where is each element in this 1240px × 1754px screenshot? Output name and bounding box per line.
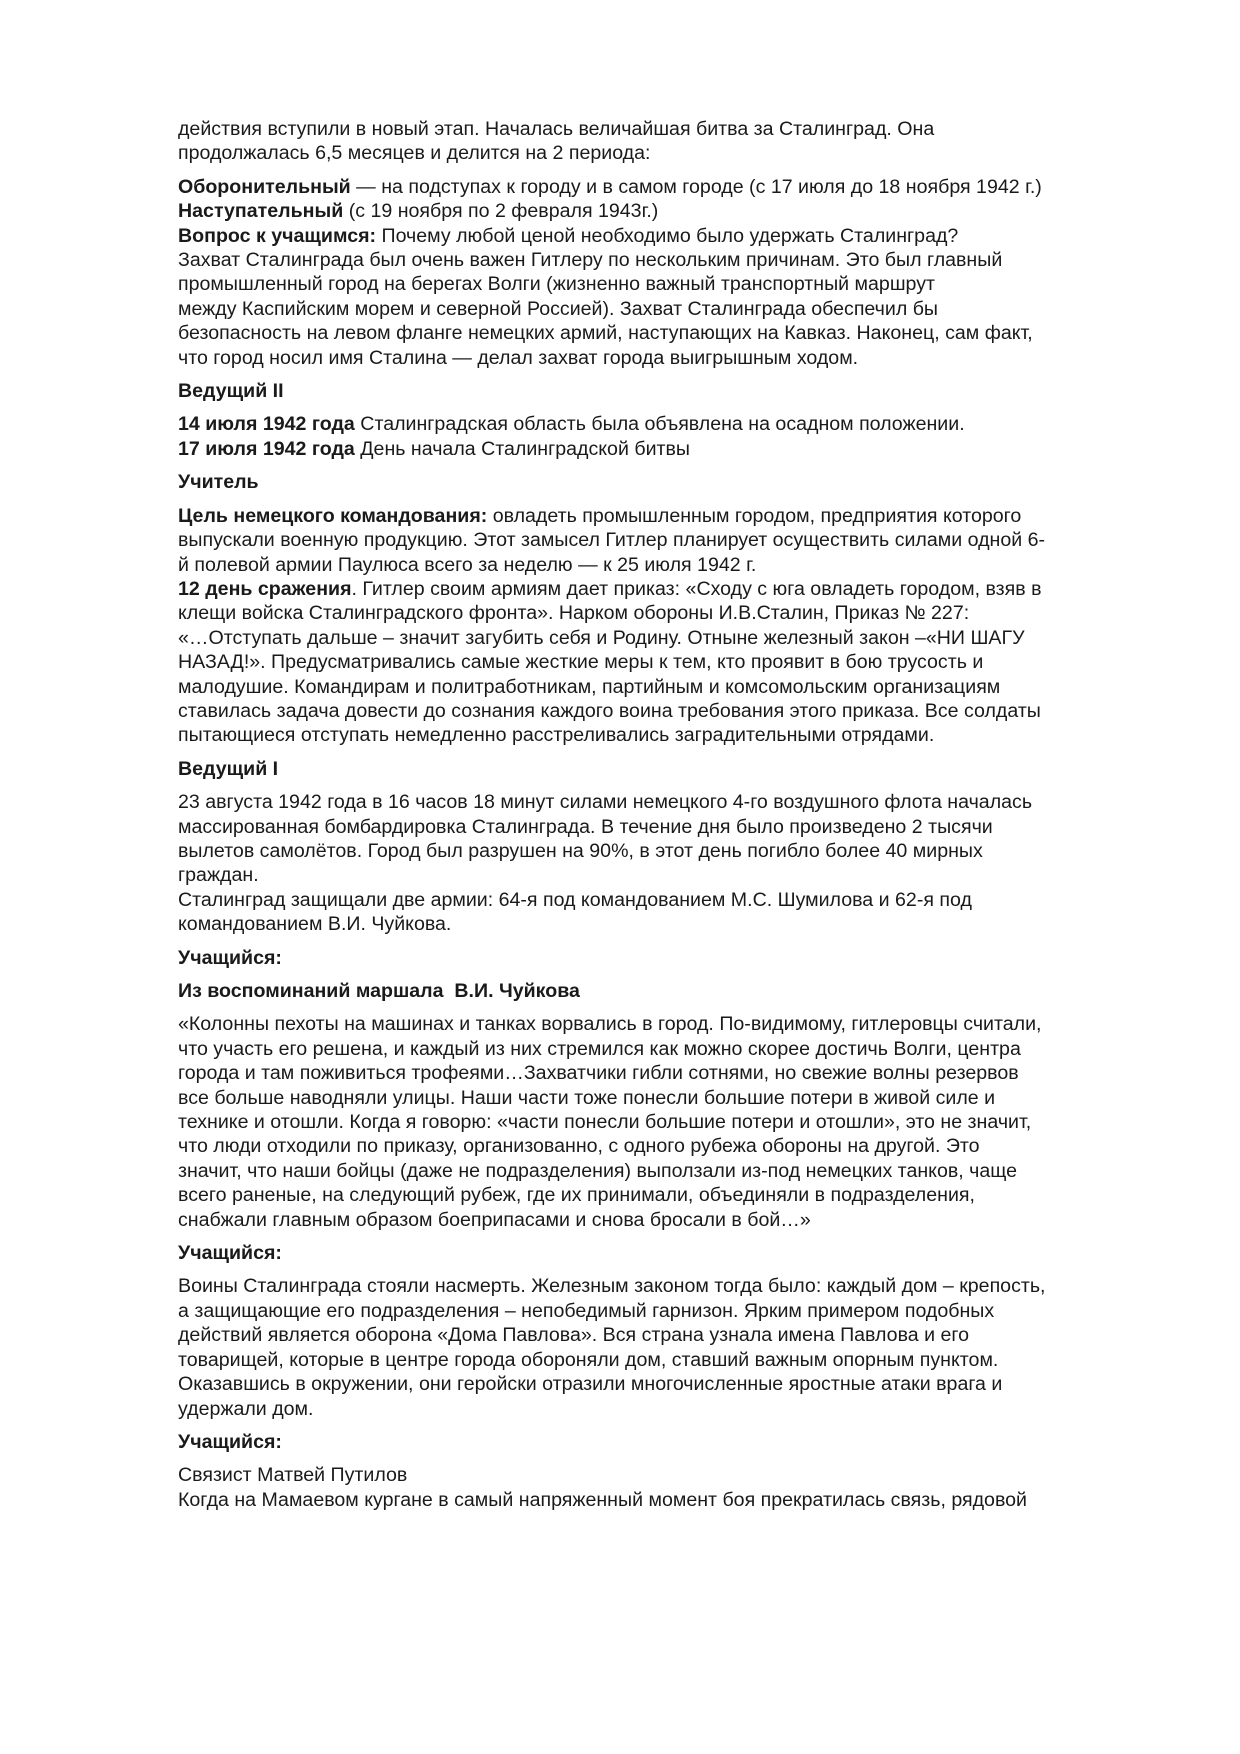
text-line: города и там поживиться трофеями…Захватчики гибли сотнями, но свежие волны резервов	[178, 1062, 1019, 1085]
text-line: товарищей, которые в центре города обороняли дом, ставший важным опорным пунктом.	[178, 1348, 999, 1371]
text-line	[178, 504, 1156, 528]
text-line	[178, 199, 1156, 223]
term-text: День начала Сталинградской битвы	[354, 437, 690, 460]
text-line: промышленный город на берегах Волги (жизненно важный транспортный маршрут	[178, 273, 935, 296]
intro-paragraph	[178, 117, 1156, 166]
text-line: безопасность на левом фланге немецких армий, наступающих на Кавказ. Наконец, сам факт,	[178, 322, 1033, 345]
bold-term: 12 день сражения	[178, 577, 352, 600]
document-page	[178, 117, 1156, 1512]
text-line: граждан.	[178, 864, 259, 887]
text-line: 23 августа 1942 года в 16 часов 18 минут силами немецкого 4-го воздушного флота началась	[178, 791, 1033, 814]
text-line: всего раненые, на следующий рубеж, где их принимали, объединяли в подразделения,	[178, 1184, 975, 1207]
text-line: «…Отступать дальше – значит загубить себя и Родину. Отныне железный закон –«НИ ШАГУ	[178, 626, 1025, 649]
quote-paragraph	[178, 1012, 1156, 1232]
bold-term: Цель немецкого командования:	[178, 504, 488, 527]
text-line: малодушие. Командирам и политработникам, партийным и комсомольским организациям	[178, 675, 1001, 698]
text-line: между Каспийским морем и северной Россией). Захват Сталинграда обеспечил бы	[178, 297, 939, 320]
text-line: «Колонны пехоты на машинах и танках ворвались в город. По-видимому, гитлеровцы считали,	[178, 1013, 1042, 1036]
bold-term: Вопрос к учащимся:	[178, 224, 377, 247]
speaker-heading: Учащийся:	[178, 1430, 282, 1453]
putilov-paragraph	[178, 1463, 1156, 1512]
text-line: й полевой армии Паулюса всего за неделю — к 25 июля 1942 г.	[178, 553, 757, 576]
section-heading: Из воспоминаний маршала В.И. Чуйкова	[178, 980, 580, 1002]
text-line: а защищающие его подразделения – непобедимый гарнизон. Ярким примером подобных	[178, 1299, 995, 1322]
speaker-heading: Ведущий II	[178, 380, 284, 403]
text-line: массированная бомбардировка Сталинграда. В течение дня было произведено 2 тысячи	[178, 815, 993, 838]
speaker-heading: Учащийся:	[178, 946, 282, 969]
periods-paragraph	[178, 175, 1156, 370]
text-line	[178, 577, 1156, 601]
term-text: (с 19 ноября по 2 февраля 1943г.)	[343, 200, 659, 223]
text-line: выпускали военную продукцию. Этот замысел Гитлер планирует осуществить силами одной 6-	[178, 529, 1046, 552]
text-line: пытающиеся отступать немедленно расстреливались заградительными отрядами.	[178, 724, 935, 747]
bold-term: 17 июля 1942 года	[178, 437, 355, 460]
text-line: удержали дом.	[178, 1397, 314, 1420]
text-line: что люди отходили по приказу, организованно, с одного рубежа обороны на другой. Это	[178, 1135, 980, 1158]
term-text: . Гитлер своим армиям дает приказ: «Сходу с юга овладеть городом, взяв в	[351, 577, 1042, 600]
text-line	[178, 224, 1156, 248]
term-text: Сталинградская область была объявлена на осадном положении.	[354, 413, 965, 436]
text-line: действия вступили в новый этап. Началась величайшая битва за Сталинград. Она	[178, 118, 935, 140]
text-line: Захват Сталинграда был очень важен Гитлеру по нескольким причинам. Это был главный	[178, 249, 1003, 272]
text-line: значит, что наши бойцы (даже не подразделения) выползали из-под немецких танков, чаще	[178, 1159, 1018, 1182]
text-line: снабжали главным образом боеприпасами и снова бросали в бой…»	[178, 1208, 811, 1231]
text-line	[178, 412, 1156, 436]
text-line: ставилась задача довести до сознания каждого воина требования этого приказа. Все солдаты	[178, 699, 1041, 722]
text-line: что участь его решена, и каждый из них стремился как можно скорее достичь Волги, центра	[178, 1037, 1021, 1060]
term-text: — на подступах к городу и в самом городе (с 17 июля до 18 ноября 1942 г.)	[350, 175, 1042, 198]
text-line: Когда на Мамаевом кургане в самый напряженный момент боя прекратилась связь, рядовой	[178, 1488, 1027, 1511]
text-line: действий является оборона «Дома Павлова». Вся страна узнала имена Павлова и его	[178, 1324, 969, 1347]
text-line: Связист Матвей Путилов	[178, 1464, 408, 1487]
text-line: Сталинград защищали две армии: 64-я под командованием М.С. Шумилова и 62-я под	[178, 888, 972, 911]
bold-term: 14 июля 1942 года	[178, 413, 355, 436]
text-line: продолжалась 6,5 месяцев и делится на 2 периода:	[178, 142, 651, 165]
text-line: технике и отошли. Когда я говорю: «части понесли большие потери и отошли», это не значит,	[178, 1111, 1032, 1134]
speaker-heading: Ведущий I	[178, 757, 279, 780]
term-text: Почему любой ценой необходимо было удержать Сталинград?	[376, 224, 959, 247]
text-line: Воины Сталинграда стояли насмерть. Железным законом тогда было: каждый дом – крепость,	[178, 1275, 1046, 1298]
text-line: все больше наводняли улицы. Наши части тоже понесли большие потери в живой силе и	[178, 1086, 996, 1109]
text-line	[178, 175, 1156, 199]
text-line: Оказавшись в окружении, они геройски отразили многочисленные яростные атаки врага и	[178, 1373, 1003, 1396]
pavlov-paragraph	[178, 1274, 1156, 1420]
dates-paragraph	[178, 412, 1156, 461]
bombing-paragraph	[178, 790, 1156, 936]
text-line	[178, 437, 1156, 461]
term-text: овладеть промышленным городом, предприятия которого	[487, 504, 1022, 527]
speaker-heading: Учащийся:	[178, 1242, 282, 1265]
bold-term: Оборонительный	[178, 175, 351, 198]
bold-term: Наступательный	[178, 200, 344, 223]
text-line: клещи войска Сталинградского фронта». Нарком обороны И.В.Сталин, Приказ № 227:	[178, 602, 970, 625]
speaker-heading: Учитель	[178, 471, 259, 494]
text-line: что город носил имя Сталина — делал захват города выигрышным ходом.	[178, 346, 859, 369]
text-line: командованием В.И. Чуйкова.	[178, 913, 452, 936]
goal-paragraph	[178, 504, 1156, 748]
text-line: НАЗАД!». Предусматривались самые жесткие меры к тем, кто проявит в бою трусость и	[178, 651, 984, 674]
text-line: вылетов самолётов. Город был разрушен на 90%, в этот день погибло более 40 мирных	[178, 839, 983, 862]
